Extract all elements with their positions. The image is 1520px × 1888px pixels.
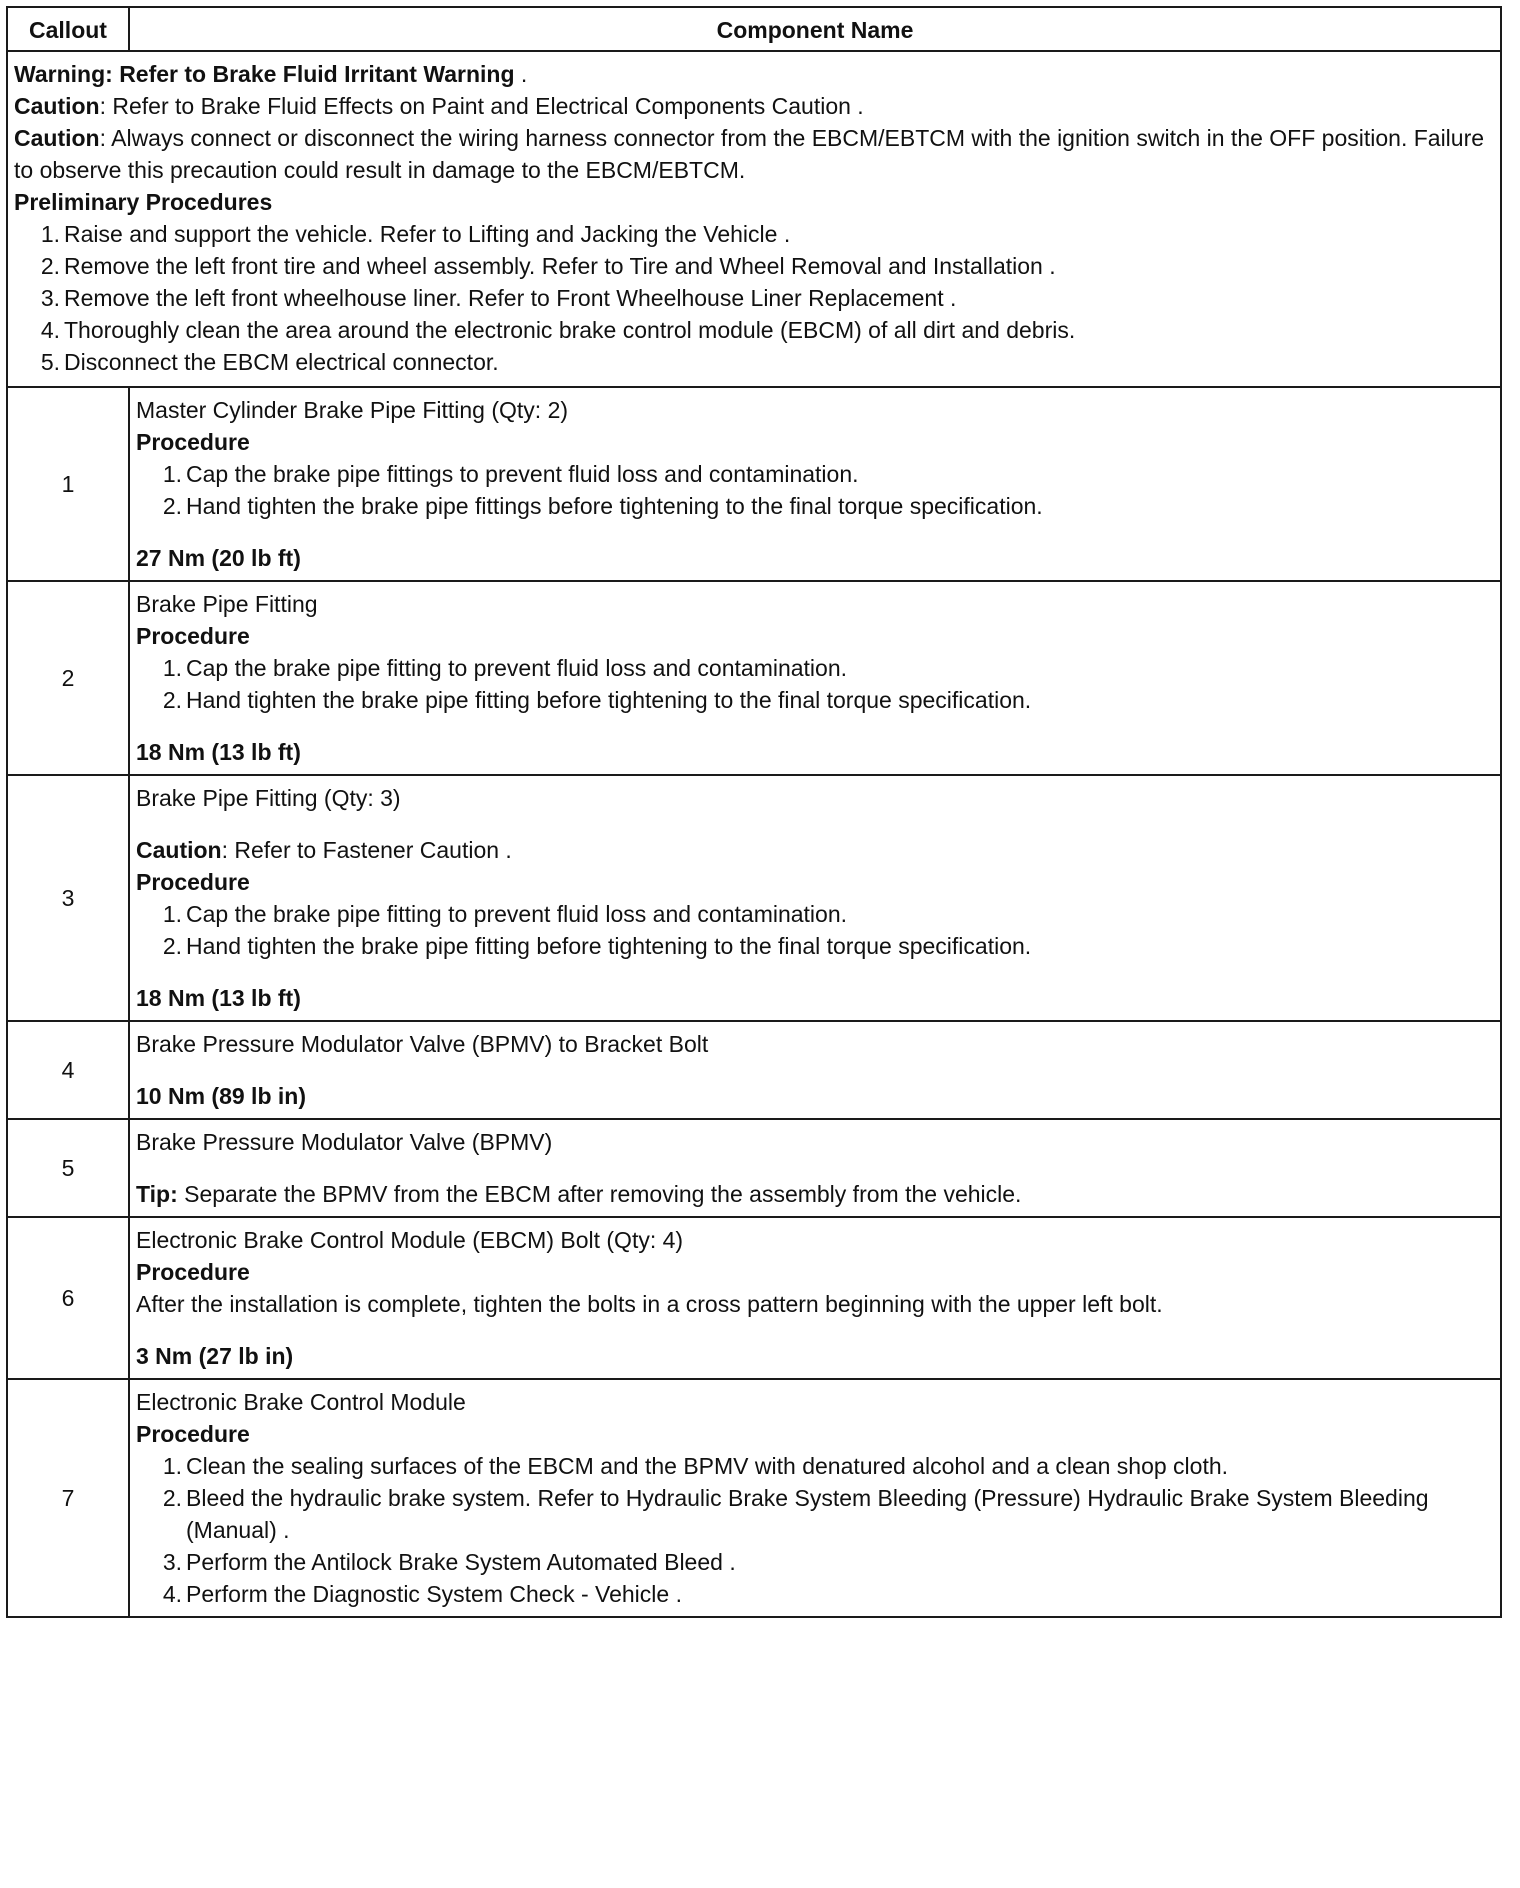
step-number: 1. <box>162 901 182 927</box>
step-text: Bleed the hydraulic brake system. Refer to Hydraulic Brake System Bleeding (Pressure) Hydraulic Brake System Bleeding (Manual) . <box>186 1485 1429 1543</box>
component-cell <box>129 1379 1501 1617</box>
caution-text-2: : Always connect or disconnect the wiring harness connector from the EBCM/EBTCM with the ignition switch in the OFF position. Failure to observe this precaution could result in damage to the EBCM/EBTCM. <box>14 125 1485 183</box>
step-item <box>40 282 1494 314</box>
component-name: Brake Pipe Fitting (Qty: 3) <box>136 785 401 811</box>
step-text: Hand tighten the brake pipe fitting before tightening to the final torque specification. <box>186 687 1032 713</box>
step-item <box>162 898 1492 930</box>
step-item <box>162 652 1492 684</box>
tip-label: Tip: <box>136 1181 178 1207</box>
component-name: Brake Pressure Modulator Valve (BPMV) to Bracket Bolt <box>136 1031 709 1057</box>
component-name: Brake Pressure Modulator Valve (BPMV) <box>136 1129 553 1155</box>
step-number: 3. <box>40 285 60 311</box>
torque-spec: 18 Nm (13 lb ft) <box>136 985 301 1011</box>
component-name: Electronic Brake Control Module (EBCM) Bolt (Qty: 4) <box>136 1227 684 1253</box>
component-row <box>7 775 1501 1021</box>
torque-spec: 27 Nm (20 lb ft) <box>136 545 301 571</box>
torque-spec: 3 Nm (27 lb in) <box>136 1343 294 1369</box>
component-name-column-header: Component Name <box>129 7 1501 51</box>
callout-column-header: Callout <box>7 7 129 51</box>
component-name: Master Cylinder Brake Pipe Fitting (Qty: 2) <box>136 397 569 423</box>
component-name: Electronic Brake Control Module <box>136 1389 466 1415</box>
component-cell <box>129 1021 1501 1119</box>
step-item <box>162 490 1492 522</box>
tip-line <box>136 1178 1492 1210</box>
warning-label: Warning: <box>14 61 113 87</box>
callout-number: 7 <box>7 1379 129 1617</box>
step-text: Cap the brake pipe fitting to prevent fluid loss and contamination. <box>186 901 848 927</box>
caution-line-1 <box>14 90 1494 122</box>
step-item <box>40 346 1494 378</box>
torque-spec: 18 Nm (13 lb ft) <box>136 739 301 765</box>
step-item <box>162 930 1492 962</box>
step-text: Remove the left front wheelhouse liner. Refer to Front Wheelhouse Liner Replacement . <box>64 285 957 311</box>
step-item <box>162 684 1492 716</box>
warning-line: Warning: Refer to Brake Fluid Irritant Warning . <box>14 61 528 87</box>
step-item <box>162 1450 1492 1482</box>
step-text: Remove the left front tire and wheel assembly. Refer to Tire and Wheel Removal and Installation . <box>64 253 1056 279</box>
step-text: Perform the Antilock Brake System Automated Bleed . <box>186 1549 736 1575</box>
step-number: 1. <box>40 221 60 247</box>
step-number: 1. <box>162 655 182 681</box>
component-cell <box>129 387 1501 581</box>
table-header-row <box>7 7 1501 51</box>
caution-text-1: : Refer to Brake Fluid Effects on Paint and Electrical Components Caution . <box>99 93 864 119</box>
component-row <box>7 581 1501 775</box>
caution-label-2: Caution <box>14 125 100 151</box>
step-text: Cap the brake pipe fittings to prevent fluid loss and contamination. <box>186 461 859 487</box>
component-row <box>7 1021 1501 1119</box>
component-cell <box>129 581 1501 775</box>
step-item <box>162 1578 1492 1610</box>
step-number: 5. <box>40 349 60 375</box>
step-text: Thoroughly clean the area around the electronic brake control module (EBCM) of all dirt and debris. <box>64 317 1076 343</box>
component-row <box>7 387 1501 581</box>
step-item <box>162 1482 1492 1546</box>
torque-spec: 10 Nm (89 lb in) <box>136 1083 306 1109</box>
callout-number: 2 <box>7 581 129 775</box>
step-number: 2. <box>162 493 182 519</box>
component-cell <box>129 1217 1501 1379</box>
step-number: 1. <box>162 461 182 487</box>
callout-number: 4 <box>7 1021 129 1119</box>
step-number: 4. <box>40 317 60 343</box>
caution-line-2 <box>14 122 1494 186</box>
step-text: Disconnect the EBCM electrical connector. <box>64 349 499 375</box>
caution-text: : Refer to Fastener Caution . <box>221 837 512 863</box>
component-row <box>7 1119 1501 1217</box>
step-text: Cap the brake pipe fitting to prevent fluid loss and contamination. <box>186 655 848 681</box>
callout-number: 6 <box>7 1217 129 1379</box>
component-row <box>7 1379 1501 1617</box>
procedure-steps <box>136 1450 1492 1610</box>
component-cell <box>129 1119 1501 1217</box>
tip-text: Separate the BPMV from the EBCM after removing the assembly from the vehicle. <box>177 1181 1022 1207</box>
caution-label-1: Caution <box>14 93 100 119</box>
step-number: 4. <box>162 1581 182 1607</box>
step-item <box>40 250 1494 282</box>
callout-number: 1 <box>7 387 129 581</box>
component-table <box>6 6 1502 1618</box>
preface-cell <box>7 51 1501 387</box>
step-number: 2. <box>40 253 60 279</box>
procedure-title: Procedure <box>136 869 250 895</box>
step-number: 2. <box>162 933 182 959</box>
procedure-steps <box>136 652 1492 716</box>
procedure-steps <box>136 458 1492 522</box>
procedure-title: Procedure <box>136 1259 250 1285</box>
step-text: Perform the Diagnostic System Check - Vehicle . <box>186 1581 682 1607</box>
warning-text: Refer to Brake Fluid Irritant Warning <box>119 61 515 87</box>
component-rows <box>7 387 1501 1617</box>
step-item <box>40 218 1494 250</box>
step-number: 2. <box>162 1485 182 1511</box>
component-name: Brake Pipe Fitting <box>136 591 318 617</box>
component-cell <box>129 775 1501 1021</box>
caution-label: Caution <box>136 837 222 863</box>
step-number: 1. <box>162 1453 182 1479</box>
step-text: Raise and support the vehicle. Refer to Lifting and Jacking the Vehicle . <box>64 221 791 247</box>
procedure-title: Procedure <box>136 623 250 649</box>
step-item <box>162 458 1492 490</box>
procedure-title: Procedure <box>136 1421 250 1447</box>
component-row <box>7 1217 1501 1379</box>
step-text: Hand tighten the brake pipe fittings before tightening to the final torque specification. <box>186 493 1043 519</box>
callout-number: 5 <box>7 1119 129 1217</box>
procedure-steps <box>136 898 1492 962</box>
step-number: 3. <box>162 1549 182 1575</box>
caution-line <box>136 834 1492 866</box>
procedure-text: After the installation is complete, tighten the bolts in a cross pattern beginning with the upper left bolt. <box>136 1291 1163 1317</box>
step-text: Hand tighten the brake pipe fitting before tightening to the final torque specification. <box>186 933 1032 959</box>
step-item <box>40 314 1494 346</box>
preliminary-steps-list <box>14 218 1494 378</box>
step-number: 2. <box>162 687 182 713</box>
step-text: Clean the sealing surfaces of the EBCM and the BPMV with denatured alcohol and a clean shop cloth. <box>186 1453 1229 1479</box>
preface-row <box>7 51 1501 387</box>
procedure-title: Procedure <box>136 429 250 455</box>
callout-number: 3 <box>7 775 129 1021</box>
preliminary-procedures-title: Preliminary Procedures <box>14 189 273 215</box>
step-item <box>162 1546 1492 1578</box>
